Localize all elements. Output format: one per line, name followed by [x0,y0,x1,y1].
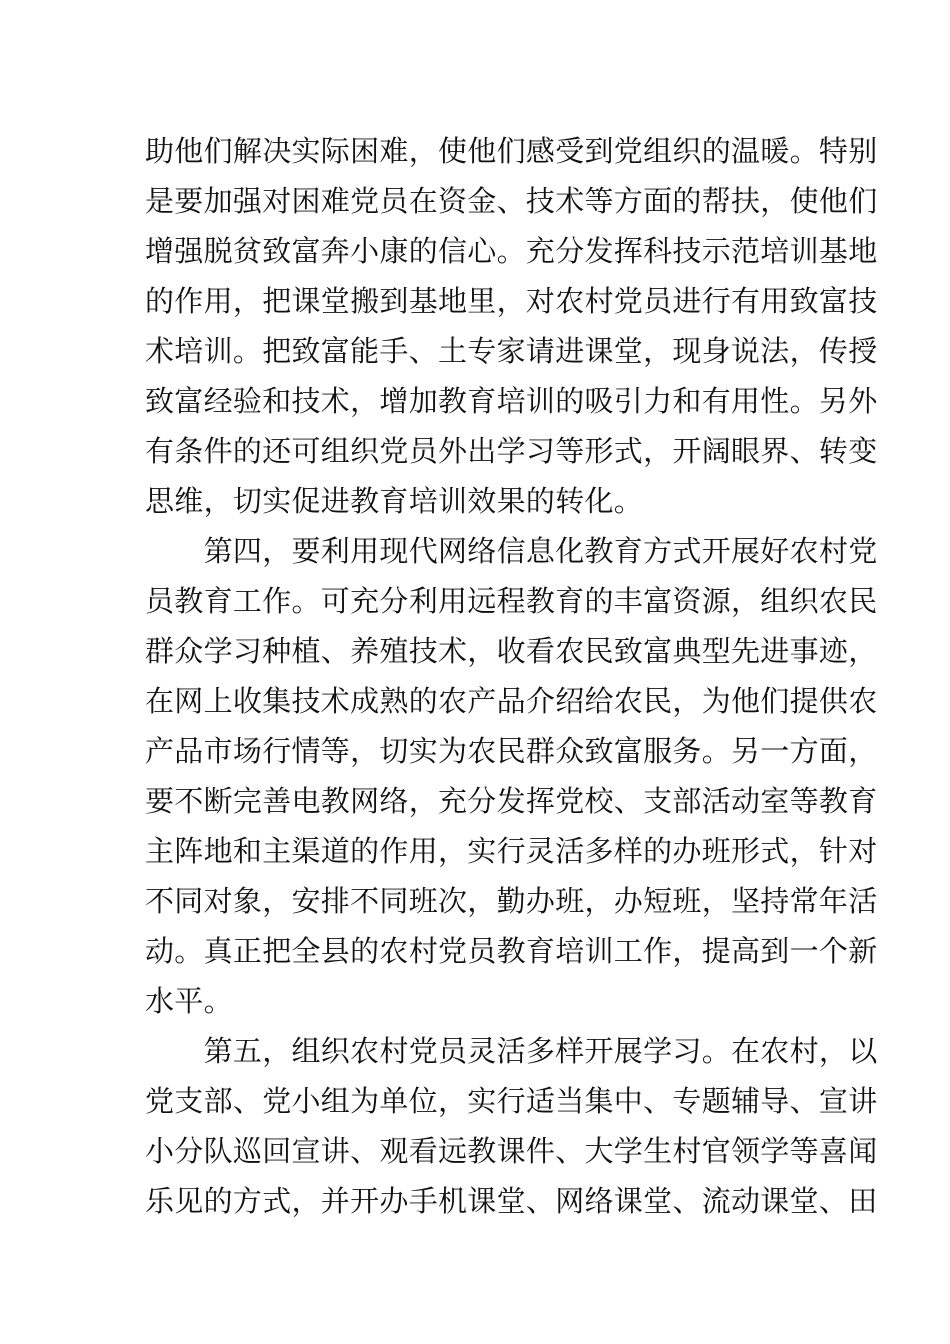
paragraph-start-line: 第四，要利用现代网络信息化教育方式开展好农村党 [145,534,878,568]
body-text [145,126,878,1226]
text-line: 党支部、党小组为单位，实行适当集中、专题辅导、宣讲 [145,1084,878,1118]
text-line: 产品市场行情等，切实为农民群众致富服务。另一方面， [145,734,878,768]
text-line: 思维，切实促进教育培训效果的转化。 [145,484,644,518]
text-line: 动。真正把全县的农村党员教育培训工作，提高到一个新 [145,934,878,968]
text-line: 主阵地和主渠道的作用，实行灵活多样的办班形式，针对 [145,834,878,868]
text-line: 助他们解决实际困难，使他们感受到党组织的温暖。特别 [145,134,878,168]
paragraph-start-line: 第五，组织农村党员灵活多样开展学习。在农村，以 [145,1034,878,1068]
text-line: 术培训。把致富能手、土专家请进课堂，现身说法，传授 [145,334,878,368]
text-line: 不同对象，安排不同班次，勤办班，办短班，坚持常年活 [145,884,878,918]
text-line: 是要加强对困难党员在资金、技术等方面的帮扶，使他们 [145,184,878,218]
text-line: 要不断完善电教网络，充分发挥党校、支部活动室等教育 [145,784,878,818]
text-line: 群众学习种植、养殖技术，收看农民致富典型先进事迹， [145,634,878,668]
text-line: 乐见的方式，并开办手机课堂、网络课堂、流动课堂、田 [145,1184,878,1218]
text-line: 有条件的还可组织党员外出学习等形式，开阔眼界、转变 [145,434,878,468]
text-line: 在网上收集技术成熟的农产品介绍给农民，为他们提供农 [145,684,878,718]
text-line: 水平。 [145,984,233,1018]
text-line: 致富经验和技术，增加教育培训的吸引力和有用性。另外 [145,384,878,418]
text-line: 小分队巡回宣讲、观看远教课件、大学生村官领学等喜闻 [145,1134,878,1168]
text-line: 员教育工作。可充分利用远程教育的丰富资源，组织农民 [145,584,878,618]
text-line: 的作用，把课堂搬到基地里，对农村党员进行有用致富技 [145,284,878,318]
text-line: 增强脱贫致富奔小康的信心。充分发挥科技示范培训基地 [145,234,878,268]
